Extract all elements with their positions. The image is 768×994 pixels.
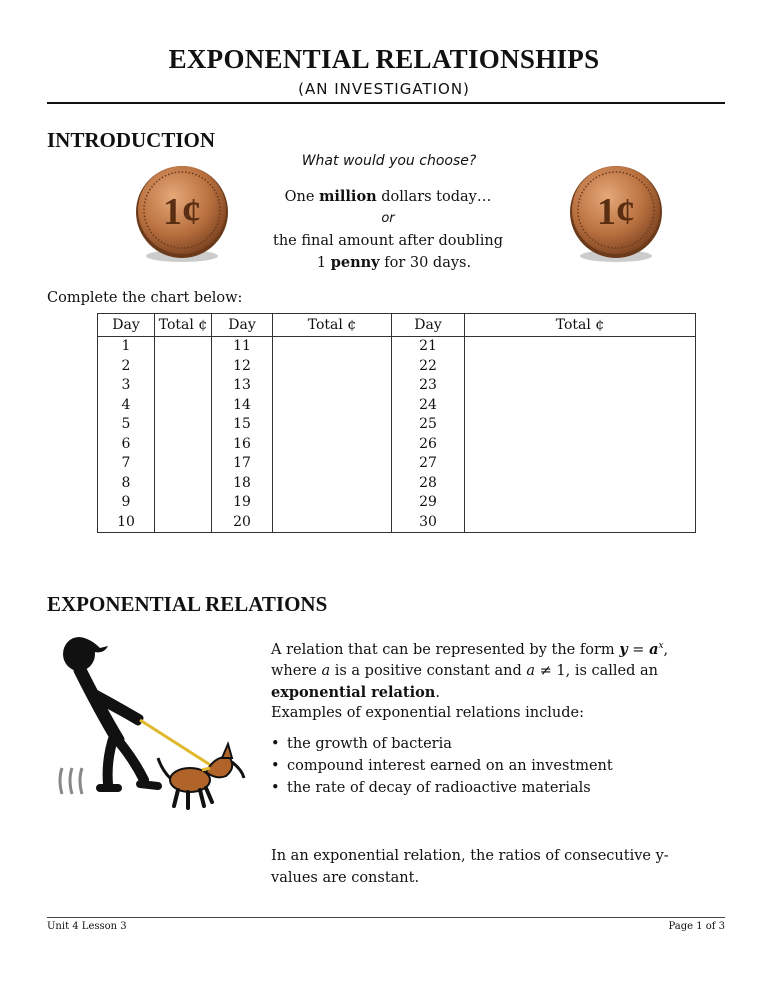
total-cell[interactable] [155, 454, 212, 474]
header-rule [47, 102, 725, 104]
total-cell[interactable] [273, 493, 392, 513]
total-cell[interactable] [155, 415, 212, 435]
man-walking-dog-illustration [52, 628, 252, 810]
table-row [98, 376, 696, 396]
total-cell[interactable] [273, 474, 392, 494]
penny-coin-icon-left [132, 164, 232, 264]
total-cell[interactable] [273, 396, 392, 416]
total-cell[interactable] [155, 357, 212, 377]
table-row [98, 513, 696, 533]
chart-body [98, 337, 696, 533]
total-cell[interactable] [465, 415, 696, 435]
coin-label-right: 1¢ [597, 191, 635, 233]
day-cell: 27 [392, 454, 465, 474]
total-cell[interactable] [155, 493, 212, 513]
header-total-2: Total ¢ [273, 314, 392, 337]
choice-text [258, 186, 518, 274]
total-cell[interactable] [465, 454, 696, 474]
day-cell: 4 [98, 396, 155, 416]
introduction-heading: INTRODUCTION [47, 128, 216, 152]
total-cell[interactable] [155, 337, 212, 357]
table-row [98, 396, 696, 416]
choice-or: or [381, 211, 395, 226]
day-cell: 8 [98, 474, 155, 494]
day-cell: 28 [392, 474, 465, 494]
day-cell: 25 [392, 415, 465, 435]
table-row [98, 435, 696, 455]
table-row [98, 415, 696, 435]
ratio-statement: In an exponential relation, the ratios of consecutive y-values are constant. [271, 848, 669, 886]
day-cell: 11 [212, 337, 273, 357]
chart-prompt: Complete the chart below: [47, 290, 243, 306]
day-cell: 22 [392, 357, 465, 377]
day-cell: 2 [98, 357, 155, 377]
table-row [98, 454, 696, 474]
day-cell: 6 [98, 435, 155, 455]
total-cell[interactable] [273, 357, 392, 377]
list-item: • the growth of bacteria [271, 733, 613, 755]
list-item: • compound interest earned on an investment [271, 755, 613, 777]
exponential-relations-heading: EXPONENTIAL RELATIONS [47, 592, 328, 616]
total-cell[interactable] [465, 493, 696, 513]
day-cell: 1 [98, 337, 155, 357]
total-cell[interactable] [465, 435, 696, 455]
choice-line-3: the final amount after doubling [273, 233, 503, 249]
footer-rule [47, 917, 725, 918]
total-cell[interactable] [155, 376, 212, 396]
total-cell[interactable] [273, 513, 392, 533]
total-cell[interactable] [465, 396, 696, 416]
header-day-2: Day [212, 314, 273, 337]
day-cell: 10 [98, 513, 155, 533]
page-subtitle: (AN INVESTIGATION) [298, 80, 470, 98]
day-cell: 15 [212, 415, 273, 435]
day-cell: 18 [212, 474, 273, 494]
examples-list [271, 733, 613, 799]
header-day-3: Day [392, 314, 465, 337]
penny-coin-icon-right [566, 164, 666, 264]
day-cell: 7 [98, 454, 155, 474]
day-cell: 19 [212, 493, 273, 513]
total-cell[interactable] [465, 357, 696, 377]
penny-doubling-chart [97, 313, 696, 533]
day-cell: 23 [392, 376, 465, 396]
coin-label-left: 1¢ [163, 191, 201, 233]
choice-line-4: 1 penny for 30 days. [316, 254, 472, 271]
table-row [98, 357, 696, 377]
total-cell[interactable] [273, 337, 392, 357]
day-cell: 12 [212, 357, 273, 377]
day-cell: 30 [392, 513, 465, 533]
day-cell: 24 [392, 396, 465, 416]
examples-intro: Examples of exponential relations include: [271, 705, 584, 721]
choice-line-1: One million dollars today… [284, 188, 492, 205]
total-cell[interactable] [155, 474, 212, 494]
day-cell: 16 [212, 435, 273, 455]
choice-question: What would you choose? [301, 153, 477, 169]
total-cell[interactable] [465, 474, 696, 494]
day-cell: 5 [98, 415, 155, 435]
day-cell: 17 [212, 454, 273, 474]
table-row [98, 337, 696, 357]
footer-page-number: Page 1 of 3 [668, 921, 725, 932]
list-item: • the rate of decay of radioactive materials [271, 777, 613, 799]
total-cell[interactable] [273, 415, 392, 435]
total-cell[interactable] [465, 513, 696, 533]
exponential-definition: A relation that can be represented by the form $y = a^x$, where a is a positive constant and a ≠ 1, is called an exponential relation. [271, 640, 669, 701]
total-cell[interactable] [273, 435, 392, 455]
day-cell: 21 [392, 337, 465, 357]
day-cell: 3 [98, 376, 155, 396]
day-cell: 20 [212, 513, 273, 533]
page-title: EXPONENTIAL RELATIONSHIPS [168, 44, 600, 74]
header-total-3: Total ¢ [465, 314, 696, 337]
header-total-1: Total ¢ [155, 314, 212, 337]
day-cell: 26 [392, 435, 465, 455]
header-day-1: Day [98, 314, 155, 337]
day-cell: 13 [212, 376, 273, 396]
total-cell[interactable] [273, 376, 392, 396]
day-cell: 14 [212, 396, 273, 416]
total-cell[interactable] [465, 337, 696, 357]
day-cell: 9 [98, 493, 155, 513]
day-cell: 29 [392, 493, 465, 513]
total-cell[interactable] [465, 376, 696, 396]
table-row [98, 474, 696, 494]
table-row [98, 493, 696, 513]
footer-unit-lesson: Unit 4 Lesson 3 [47, 921, 127, 932]
total-cell[interactable] [273, 454, 392, 474]
total-cell[interactable] [155, 513, 212, 533]
total-cell[interactable] [155, 396, 212, 416]
total-cell[interactable] [155, 435, 212, 455]
